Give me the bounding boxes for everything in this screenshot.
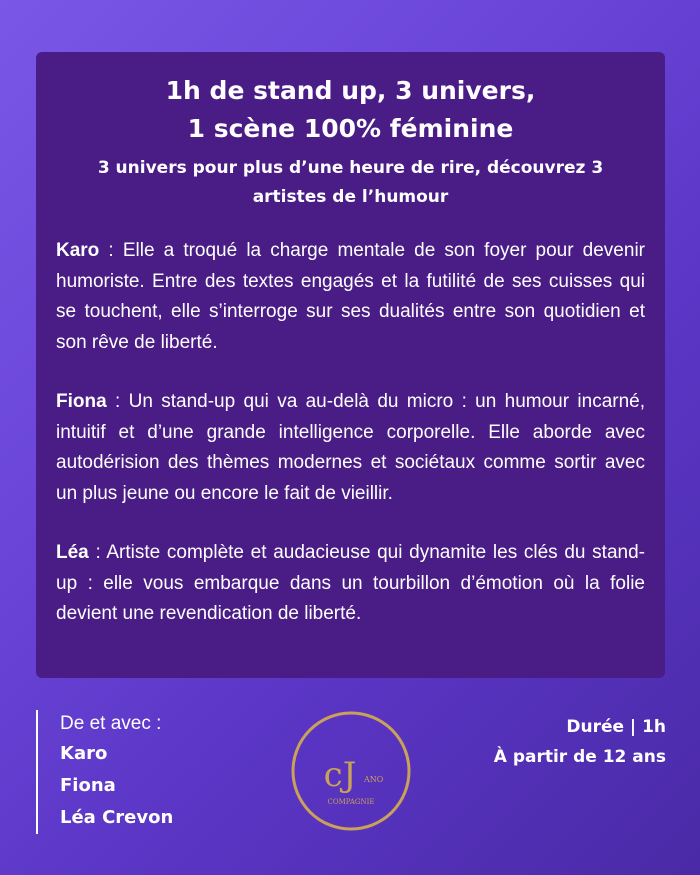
- logo-letters: cJ: [323, 755, 357, 795]
- company-logo: [288, 708, 414, 834]
- credits-label: De et avec :: [60, 713, 162, 734]
- credit-name: Karo: [60, 743, 108, 764]
- logo-emblem: [288, 708, 414, 834]
- separator: :: [88, 542, 107, 563]
- artist-paragraph-fiona: [56, 387, 645, 509]
- headline-line-2: 1 scène 100% féminine: [187, 114, 514, 143]
- artist-name: Karo: [56, 240, 100, 261]
- subtitle: 3 univers pour plus d’une heure de rire, découvrez 3 artistes de l’humour: [97, 158, 604, 207]
- credit-name: Fiona: [60, 775, 116, 796]
- artist-description: Un stand-up qui va au-delà du micro : un humour incarné, intuitif et d’une grande intelligence corporelle. Elle aborde avec autodérision des thèmes modernes et sociétaux comme sortir avec un plus jeune ou encore le fait de vieillir.: [56, 391, 645, 504]
- credit-name: Léa Crevon: [60, 807, 174, 828]
- logo-tagline: COMPAGNIE: [327, 798, 375, 806]
- headline-line-1: 1h de stand up, 3 univers,: [165, 76, 536, 105]
- artist-description: Elle a troqué la charge mentale de son foyer pour devenir humoriste. Entre des textes engagés et la futilité de ses cuisses qui se touchent, elle s’interroge sur ses dualités entre son quotidien et son rêve de liberté.: [56, 240, 645, 353]
- separator: :: [99, 240, 123, 261]
- artist-paragraph-lea: [56, 538, 645, 630]
- show-info: [494, 712, 666, 772]
- age-rating: À partir de 12 ans: [493, 747, 666, 767]
- artist-description: Artiste complète et audacieuse qui dynamite les clés du stand-up : elle vous embarque dans un tourbillon d’émotion où la folie devient une revendication de liberté.: [56, 542, 645, 624]
- logo-small-text: ANO: [364, 775, 384, 784]
- description-card: [36, 52, 665, 678]
- headline: [56, 72, 645, 148]
- duration: Durée | 1h: [566, 717, 666, 737]
- separator: :: [106, 391, 129, 412]
- credits-block: [36, 710, 173, 834]
- artist-name: Fiona: [56, 391, 107, 412]
- artist-name: Léa: [56, 542, 89, 563]
- artist-paragraph-karo: [56, 236, 645, 358]
